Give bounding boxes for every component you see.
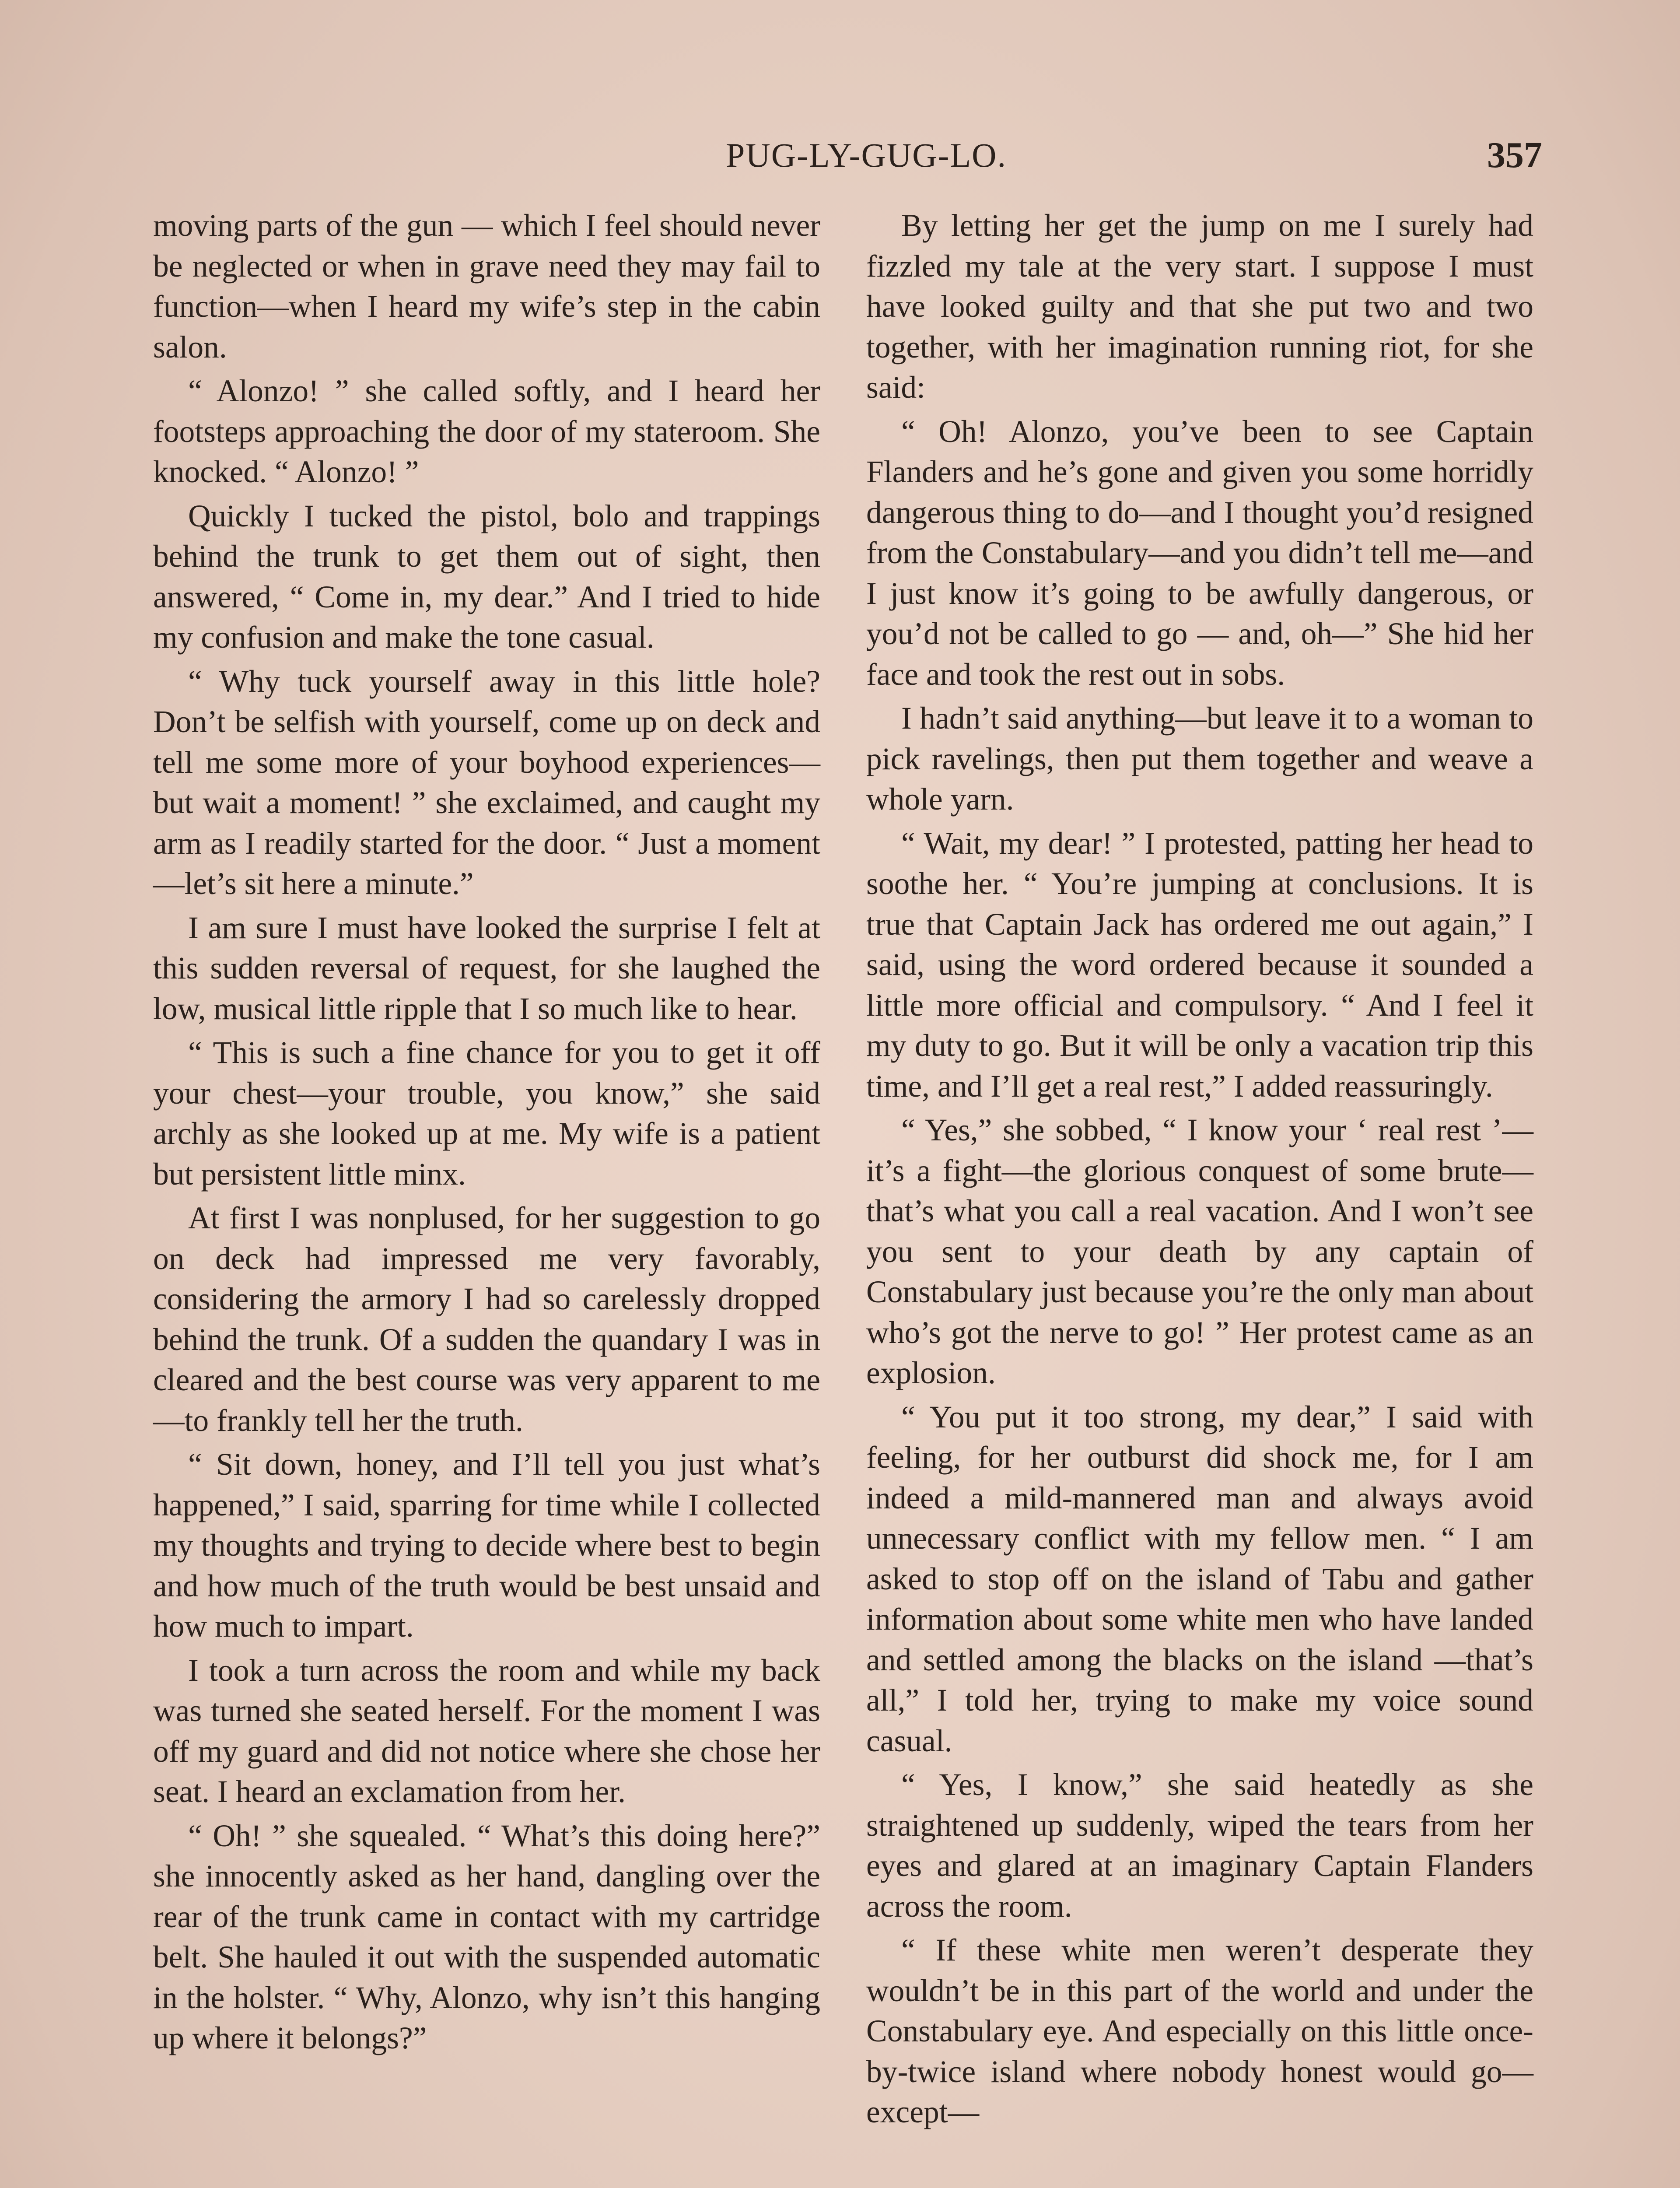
paragraph: “ Yes,” she sobbed, “ I know your ‘ real rest ’—it’s a fight—the glorious conquest of some brute—that’s what you call a real vacation. And I won’t see you sent to your death by any captain of Constabulary just because you’re the only man about who’s got the nerve to go! ” Her protest came as an explosion. <box>866 1113 1533 1390</box>
running-title: PUG-LY-GUG-LO. <box>726 136 1007 174</box>
paragraph: “ Why tuck yourself away in this little hole? Don’t be selfish with yourself, come up on deck and tell me some more of your boyhood experiences—but wait a moment! ” she exclaimed, and caught my arm as I readily started for the door. “ Just a moment—let’s sit here a minute.” <box>153 664 820 901</box>
page-header <box>0 131 1680 184</box>
paragraph: “ Wait, my dear! ” I protested, patting her head to soothe her. “ You’re jumping at conclusions. It is true that Captain Jack has ordered me out again,” I said, using the word ordered because it sounded a little more official and compulsory. “ And I feel it my duty to go. But it will be only a vacation trip this time, and I’ll get a real rest,” I added reassuringly. <box>866 826 1533 1104</box>
paragraph: “ Sit down, honey, and I’ll tell you just what’s happened,” I said, sparring for time while I collected my thoughts and trying to decide where best to begin and how much of the truth would be best unsaid and how much to impart. <box>153 1447 820 1644</box>
paragraph: I took a turn across the room and while my back was turned she seated herself. For the moment I was off my guard and did not notice where she chose her seat. I heard an exclamation from her. <box>153 1653 820 1809</box>
paragraph: I am sure I must have looked the surprise I felt at this sudden reversal of request, for she laughed the low, musical little ripple that I so much like to hear. <box>153 910 820 1026</box>
text-column-left <box>153 206 820 2062</box>
paragraph: Quickly I tucked the pistol, bolo and trappings behind the trunk to get them out of sight, then answered, “ Come in, my dear.” And I tried to hide my confusion and make the tone casual. <box>153 498 820 655</box>
paragraph: By letting her get the jump on me I surely had fizzled my tale at the very start. I suppose I must have looked guilty and that she put two and two together, with her imagination running riot, for she said: <box>866 208 1533 405</box>
page-number: 357 <box>1487 135 1542 175</box>
paragraph: “ Alonzo! ” she called softly, and I heard her footsteps approaching the door of my stateroom. She knocked. “ Alonzo! ” <box>153 374 820 489</box>
paragraph: “ If these white men weren’t desperate they wouldn’t be in this part of the world and under the Constabulary eye. And especially on this little once-by-twice island where nobody honest would go—except— <box>866 1933 1533 2129</box>
paragraph: “ This is such a fine chance for you to get it off your chest—your trouble, you know,” she said archly as she looked up at me. My wife is a patient but persistent little minx. <box>153 1035 820 1192</box>
paragraph: “ You put it too strong, my dear,” I said with feeling, for her outburst did shock me, for I am indeed a mild-mannered man and always avoid unnecessary conflict with my fellow men. “ I am asked to stop off on the island of Tabu and gather information about some white men who have landed and settled among the blacks on the island —that’s all,” I told her, trying to make my voice sound casual. <box>866 1399 1533 1758</box>
paragraph: I hadn’t said anything—but leave it to a woman to pick ravelings, then put them together and weave a whole yarn. <box>866 701 1533 817</box>
paragraph: moving parts of the gun — which I feel should never be neglected or when in grave need they may fail to function—when I heard my wife’s step in the cabin salon. <box>153 208 820 365</box>
text-column-right <box>866 206 1533 2136</box>
paragraph: At first I was nonplused, for her suggestion to go on deck had impressed me very favorably, considering the armory I had so carelessly dropped behind the trunk. Of a sudden the quandary I was in cleared and the best course was very apparent to me—to frankly tell her the truth. <box>153 1201 820 1438</box>
paragraph: “ Oh! Alonzo, you’ve been to see Captain Flanders and he’s gone and given you some horridly dangerous thing to do—and I thought you’d resigned from the Constabulary—and you didn’t tell me—and I just know it’s going to be awfully dangerous, or you’d not be called to go — and, oh—” She hid her face and took the rest out in sobs. <box>866 414 1533 692</box>
paragraph: “ Oh! ” she squealed. “ What’s this doing here?” she innocently asked as her hand, dangling over the rear of the trunk came in contact with my cartridge belt. She hauled it out with the suspended automatic in the holster. “ Why, Alonzo, why isn’t this hanging up where it belongs?” <box>153 1818 820 2055</box>
paragraph: “ Yes, I know,” she said heatedly as she straightened up suddenly, wiped the tears from her eyes and glared at an imaginary Captain Flanders across the room. <box>866 1767 1533 1924</box>
